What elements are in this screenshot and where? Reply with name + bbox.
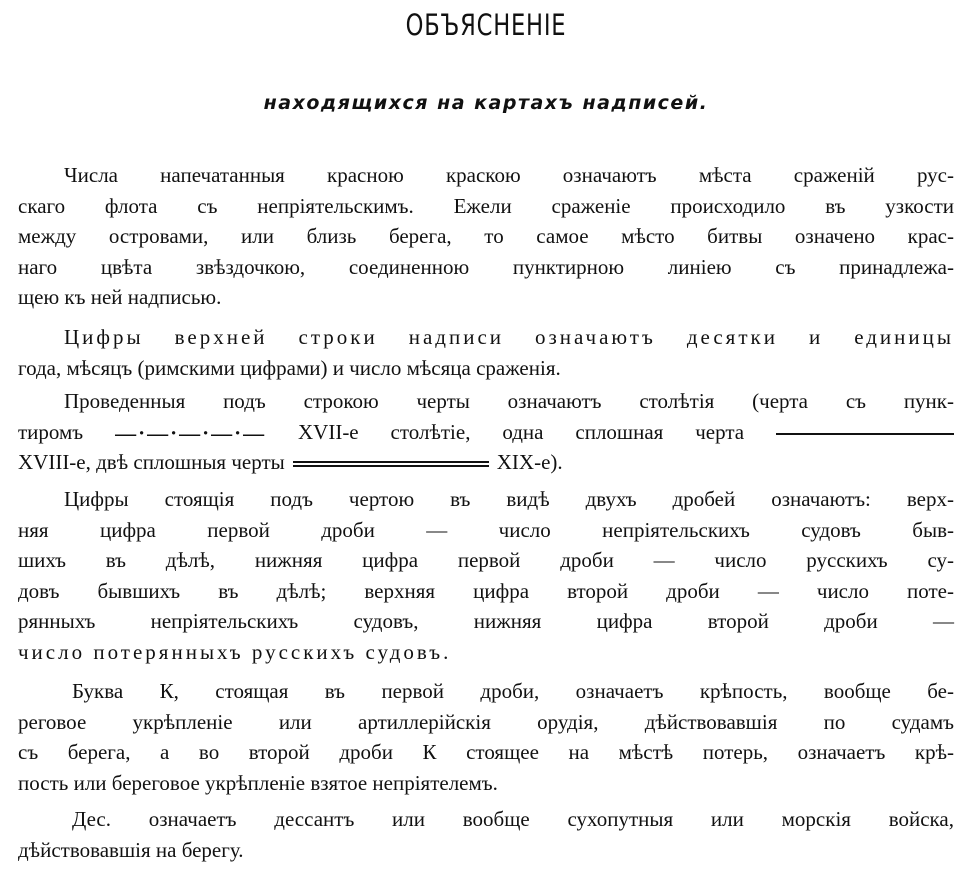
paragraph-letter-k xyxy=(18,676,954,798)
line-text: XIX-е). xyxy=(496,450,563,474)
paragraph-line-century-19 xyxy=(18,447,954,478)
double-line-sample xyxy=(293,461,489,467)
paragraph-line: Цифры стоящія подъ чертою въ видѣ двухъ дробей означаютъ: верх- xyxy=(64,487,954,511)
paragraph-line: Проведенныя подъ строкою черты означаютъ столѣтія (черта съ пунк- xyxy=(64,389,954,413)
paragraph-line: Буква К, стоящая въ первой дроби, означаетъ крѣпость, вообще бе- xyxy=(72,679,954,703)
paragraph-line: съ берега, а во второй дроби К стоящее на мѣстѣ потерь, означаетъ крѣ- xyxy=(18,740,954,764)
paragraph-line: года, мѣсяцъ (римскими цифрами) и число мѣсяца сраженія. xyxy=(18,355,561,380)
paragraph-line: Числа напечатанныя красною краскою означаютъ мѣста сраженій рус- xyxy=(64,163,954,187)
paragraph-line: Цифры верхней строки надписи означаютъ десятки и единицы xyxy=(64,325,954,349)
paragraph-line: Дес. означаетъ дессантъ или вообще сухопутныя или морскія войска, xyxy=(72,807,954,831)
paragraph-fractions xyxy=(18,484,954,667)
paragraph-line: щею къ ней надписью. xyxy=(18,285,222,309)
paragraph-red-numbers xyxy=(18,160,954,313)
paragraph-line: рянныхъ непріятельскихъ судовъ, нижняя цифра второй дроби — xyxy=(18,609,954,633)
paragraph-line: дѣйствовавшія на берегу. xyxy=(18,837,244,862)
paragraph-line-century-17 xyxy=(18,417,954,448)
paragraph-line: пость или береговое укрѣпленіе взятое непріятелемъ. xyxy=(18,770,498,795)
paragraph-century-lines xyxy=(18,386,954,478)
line-text: XVIII-е, двѣ сплошныя черты xyxy=(18,450,285,474)
paragraph-line: скаго флота съ непріятельскимъ. Ежели сраженіе происходило въ узкости xyxy=(18,193,954,218)
paragraph-landing xyxy=(18,804,954,865)
paragraph-upper-row xyxy=(18,322,954,383)
line-text: XVII-е столѣтіе, одна сплошная черта xyxy=(298,419,745,444)
page-subtitle: находящихся на картахъ надписей. xyxy=(263,92,709,114)
paragraph-line: наго цвѣта звѣздочкою, соединенною пунктирною линіею съ принадлежа- xyxy=(18,254,954,279)
line-text: тиромъ xyxy=(18,419,84,444)
page-title: ОБЪЯСНЕНІЕ xyxy=(405,8,567,42)
dash-dot-line-sample: —·—·—·—·— xyxy=(115,421,267,446)
paragraph-line: между островами, или близь берега, то самое мѣсто битвы означено крас- xyxy=(18,224,954,248)
paragraph-line: число потерянныхъ русскихъ судовъ. xyxy=(18,639,452,664)
paragraph-line: довъ бывшихъ въ дѣлѣ; верхняя цифра второй дроби — число поте- xyxy=(18,578,954,603)
paragraph-line: няя цифра первой дроби — число непріятельскихъ судовъ быв- xyxy=(18,517,954,542)
paragraph-line: шихъ въ дѣлѣ, нижняя цифра первой дроби — число русскихъ су- xyxy=(18,548,954,572)
paragraph-line: реговое укрѣпленіе или артиллерійскія орудія, дѣйствовавшія по судамъ xyxy=(18,709,954,734)
single-line-sample xyxy=(776,433,954,435)
